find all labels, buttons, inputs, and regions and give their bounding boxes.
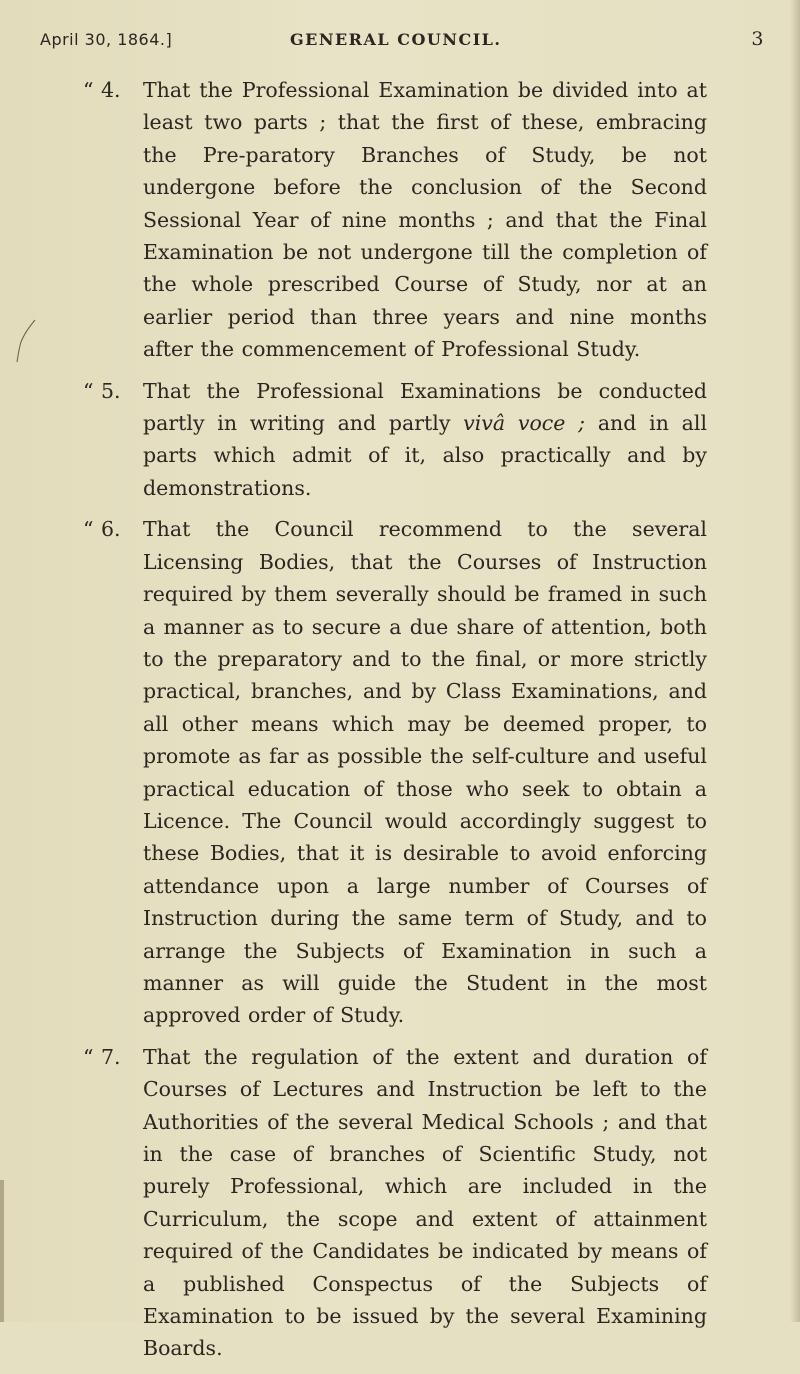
paragraph-number: “ 6.	[83, 517, 121, 542]
resolution-5	[83, 375, 707, 505]
document-body	[83, 74, 707, 1374]
resolution-6	[83, 513, 707, 1032]
paragraph-text: That the Professional Examination be divided into at least two parts ; that the first of these, embracing the Pre-paratory Branches of Study, be not undergone before the conclusion of the Second Sessional Year of nine months ; and that the Final Examination be not undergone till the completion of the whole prescribed Course of Study, nor at an earlier period than three years and nine months after the commencement of Professional Study.	[143, 78, 707, 362]
page-number: 3	[751, 28, 764, 50]
text-segment: and in all parts which admit of it, also practically and by demonstrations.	[143, 411, 707, 500]
text-segment: That the Professional Examinations be conducted partly in writing and partly	[143, 378, 707, 436]
resolution-7	[83, 1041, 707, 1365]
page-header	[40, 28, 764, 60]
running-title: GENERAL COUNCIL.	[290, 30, 502, 49]
header-date: April 30, 1864.]	[40, 30, 173, 49]
paragraph-number: “ 5.	[83, 378, 121, 403]
italic-phrase: vivâ voce ;	[463, 411, 586, 436]
paragraph-text: That the Council recommend to the several Licensing Bodies, that the Courses of Instruction required by them severally should be framed in such a manner as to secure a due share of attention, both to the preparatory and to the final, or more strictly practical, branches, and by Class Examinations, and all other means which may be deemed proper, to promote as far as possible the self-culture and useful practical education of those who seek to obtain a Licence. The Council would accordingly suggest to these Bodies, that it is desirable to avoid enforcing attendance upon a large number of Courses of Instruction during the same term of Study, and to arrange the Subjects of Examination in such a manner as will guide the Student in the most approved order of Study.	[143, 517, 707, 1028]
paragraph-text	[143, 375, 707, 505]
page-edge-shadow	[790, 0, 800, 1322]
paragraph-text: That the regulation of the extent and duration of Courses of Lectures and Instruction be left to the Authorities of the several Medical Schools ; and that in the case of branches of Scientific Study, not purely Professional, which are included in the Curriculum, the scope and extent of attainment required of the Candidates be indicated by means of a published Conspectus of the Subjects of Examination to be issued by the several Examining Boards.	[143, 1044, 707, 1361]
page-edge-left	[0, 1180, 4, 1322]
paragraph-number: “ 7.	[83, 1044, 121, 1069]
paragraph-number: “ 4.	[83, 78, 121, 102]
resolution-4	[83, 74, 707, 366]
pencil-margin-mark	[16, 318, 36, 364]
